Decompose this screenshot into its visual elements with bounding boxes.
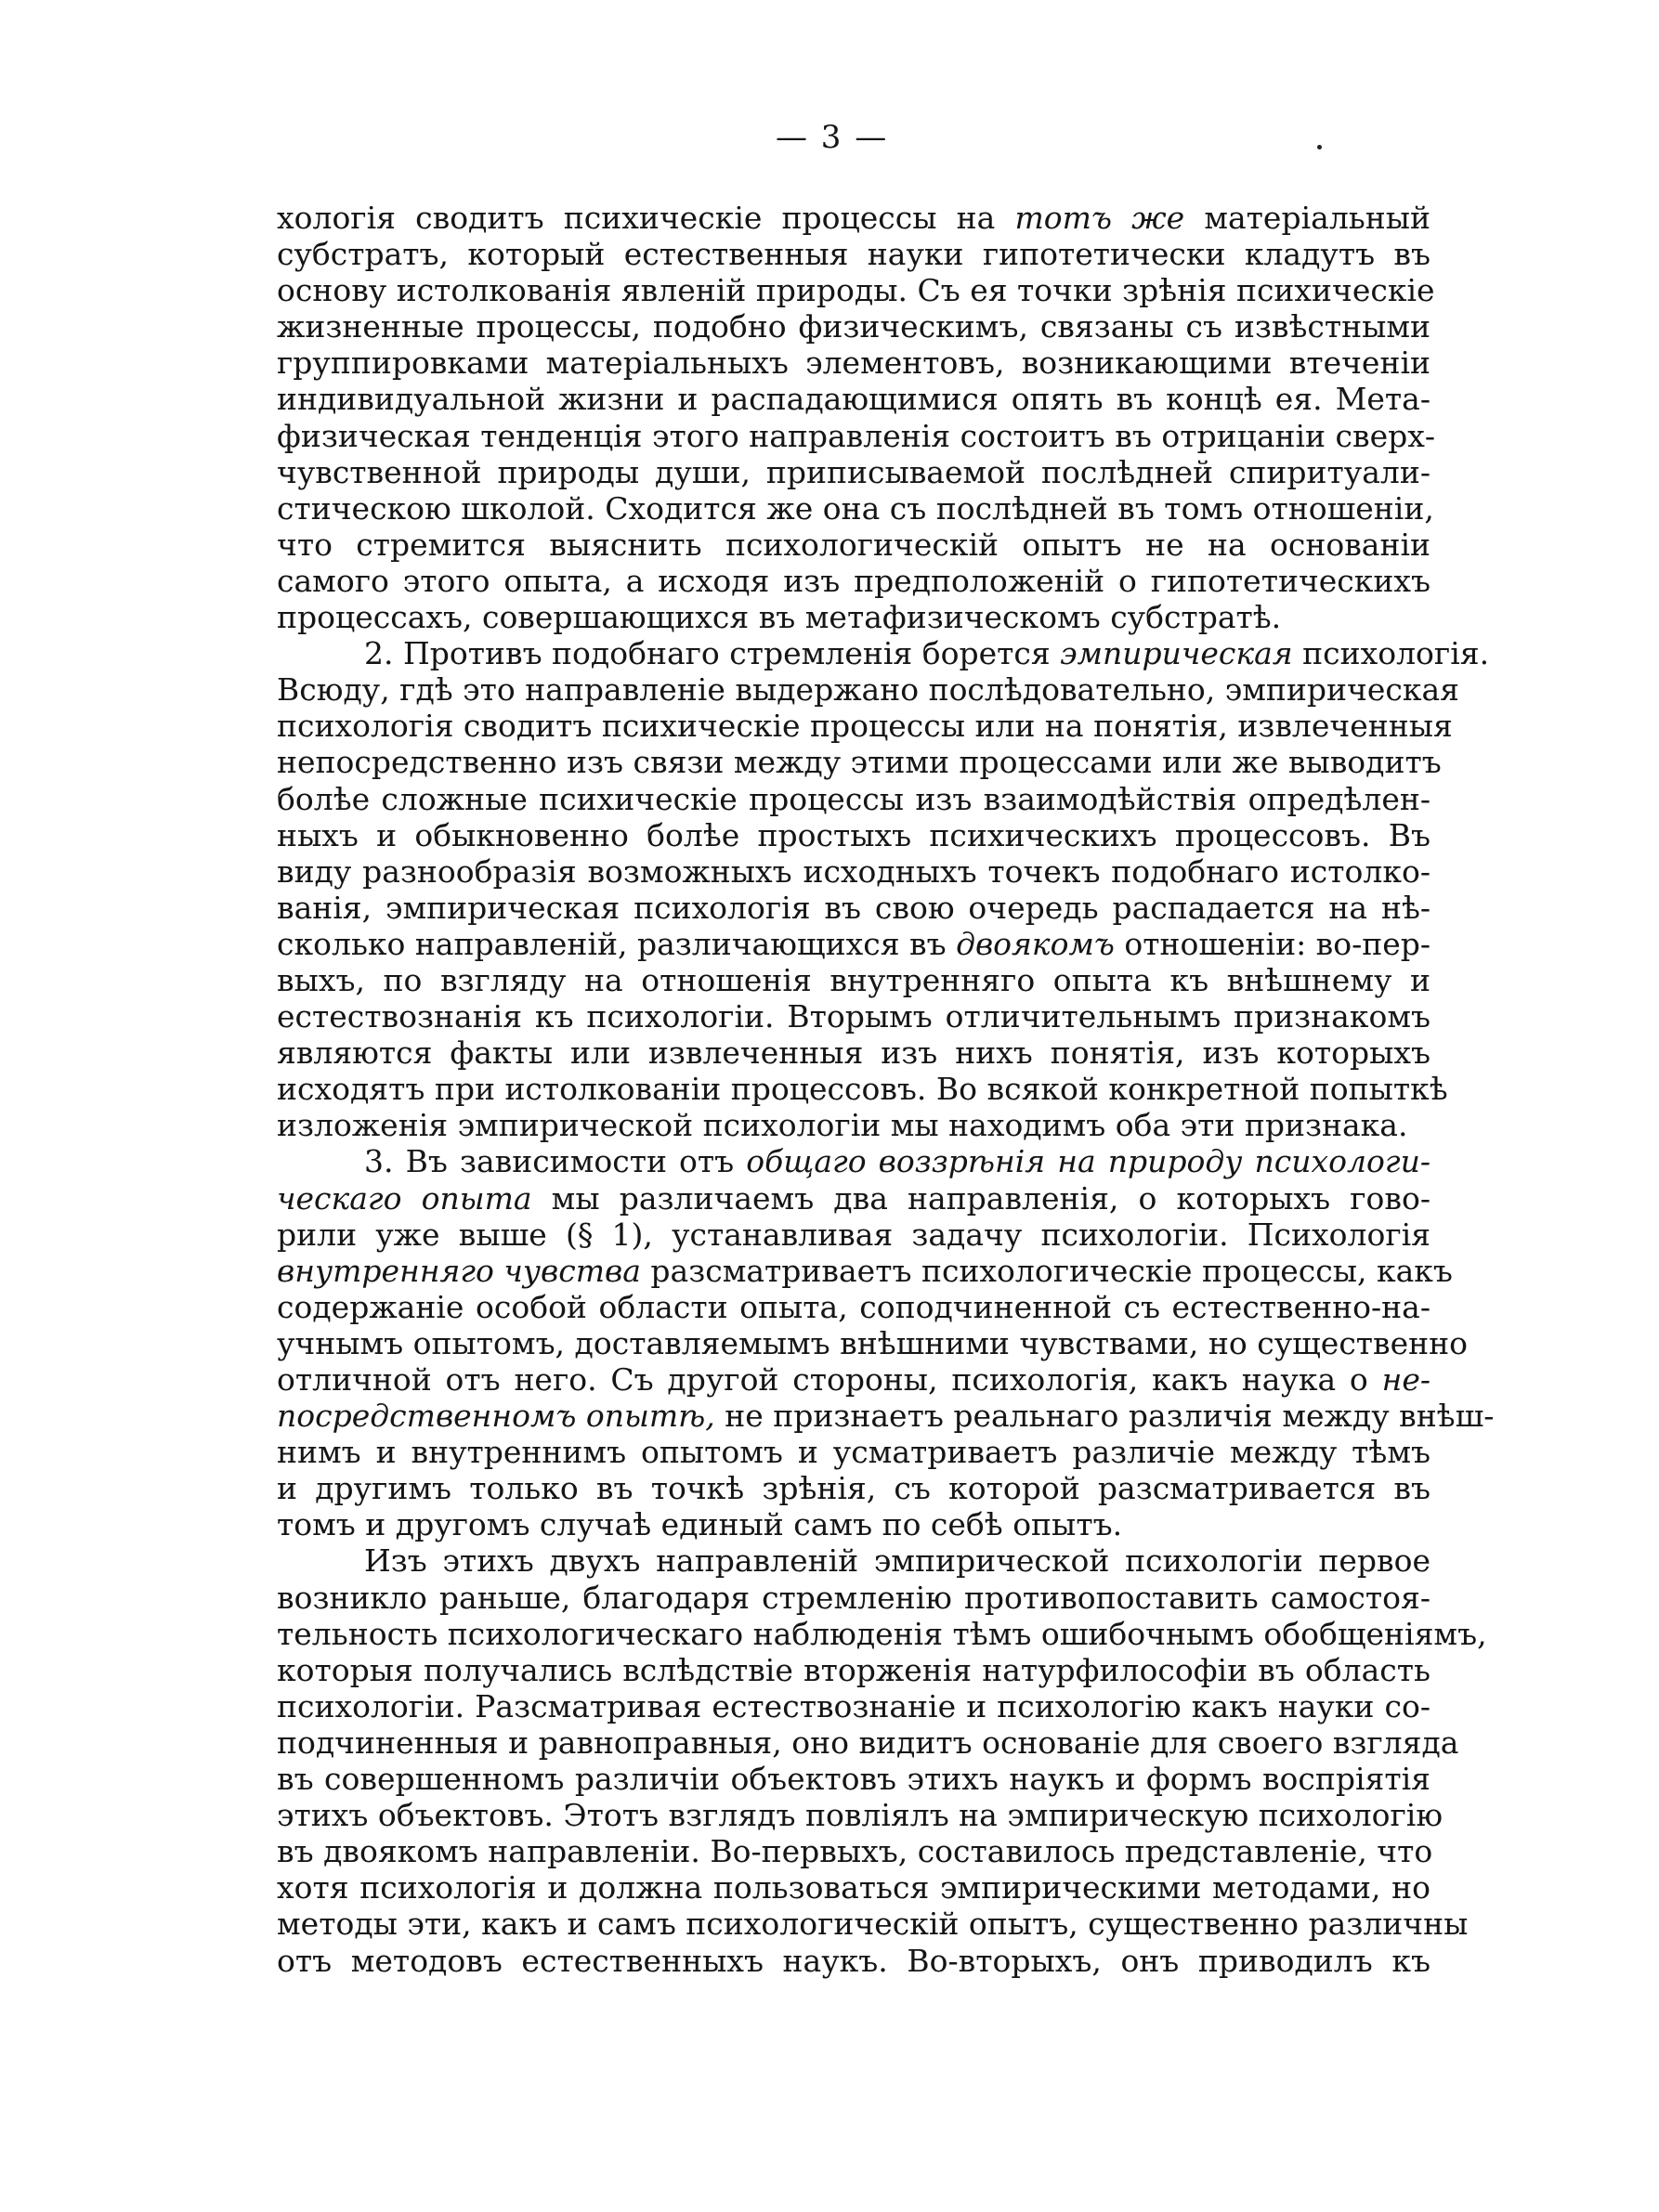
text-run: основу истолкованія явленій природы. Съ ея точки зрѣнія психическіе (277, 272, 1435, 309)
text-line (277, 1542, 1430, 1579)
page-number: — 3 — (776, 119, 889, 156)
text-run: выхъ, по взгляду на отношенія внутренняго опыта къ внѣшнему и (277, 961, 1430, 998)
text-run: непосредственно изъ связи между этими процессами или же выводитъ (277, 744, 1442, 781)
text-line (277, 853, 1430, 890)
text-run: содержаніе особой области опыта, соподчиненной съ естественно-на- (277, 1288, 1430, 1325)
text-line (277, 1034, 1430, 1071)
text-run: учнымъ опытомъ, доставляемымъ внѣшними чувствами, но существенно (277, 1324, 1469, 1361)
text-line (277, 781, 1430, 817)
text-run: исходятъ при истолкованіи процессовъ. Во всякой конкретной попыткѣ (277, 1071, 1448, 1108)
text-line (277, 1761, 1430, 1797)
text-line (277, 454, 1430, 490)
text-line (277, 345, 1430, 381)
italic-text: не- (1381, 1361, 1430, 1398)
text-line (277, 708, 1453, 745)
text-run: отъ методовъ естественныхъ наукъ. Во-вторыхъ, онъ приводилъ къ (277, 1942, 1430, 1979)
text-line (277, 1506, 1430, 1542)
text-line (277, 1470, 1430, 1506)
text-run: жизненные процессы, подобно физическимъ, связаны съ извѣстными (277, 308, 1430, 345)
text-line (277, 1398, 1495, 1435)
text-run: отличной отъ него. Съ другой стороны, психологія, какъ наука о (277, 1361, 1382, 1398)
italic-text: внутренняго чувства (277, 1252, 641, 1289)
text-run: въ совершенномъ различіи объектовъ этихъ наукъ и формъ воспріятія (277, 1761, 1430, 1798)
text-run: 3. Въ зависимости отъ (364, 1143, 747, 1180)
text-line (277, 1324, 1469, 1361)
text-line (277, 635, 1490, 672)
text-run: этихъ объектовъ. Этотъ взглядъ повліялъ на эмпирическую психологію (277, 1797, 1443, 1834)
text-line (277, 417, 1436, 454)
text-line (277, 272, 1435, 309)
text-line (277, 599, 1430, 635)
text-line (277, 1943, 1430, 1979)
text-line (277, 1615, 1487, 1652)
text-line (277, 1071, 1448, 1108)
text-run: группировками матеріальныхъ элементовъ, возникающими втеченіи (277, 345, 1430, 382)
text-run: не признаетъ реальнаго различія между внѣш- (714, 1398, 1495, 1435)
text-run: Всюду, гдѣ это направленіе выдержано послѣдовательно, эмпирическая (277, 671, 1459, 709)
text-run: томъ и другомъ случаѣ единый самъ по себѣ опытъ. (277, 1506, 1123, 1543)
text-line (277, 817, 1430, 853)
text-run: что стремится выяснить психологическій опытъ не на основаніи (277, 526, 1430, 563)
text-run: тельность психологическаго наблюденія тѣмъ ошибочнымъ обобщеніямъ, (277, 1615, 1487, 1652)
text-line (277, 527, 1430, 563)
text-run: физическая тенденція этого направленія состоитъ въ отрицаніи сверх- (277, 417, 1436, 454)
text-run: изложенія эмпирической психологіи мы находимъ оба эти признака. (277, 1107, 1408, 1144)
text-line (277, 1833, 1433, 1870)
text-line (277, 926, 1430, 962)
text-run: хотя психологія и должна пользоваться эмпирическими методами, но (277, 1869, 1430, 1906)
text-run: самого этого опыта, а исходя изъ предположеній о гипотетическихъ (277, 562, 1430, 599)
text-line (277, 1217, 1430, 1253)
text-line (277, 1688, 1430, 1724)
text-run: виду разнообразія возможныхъ исходныхъ точекъ подобнаго истолко- (277, 852, 1430, 890)
text-run: которыя получались вслѣдствіе вторженія натурфилософіи въ область (277, 1651, 1430, 1688)
text-run: нимъ и внутреннимъ опытомъ и усматриваетъ различіе между тѣмъ (277, 1434, 1430, 1471)
text-line (277, 998, 1430, 1034)
text-run: субстратъ, который естественныя науки гипотетически кладутъ въ (277, 236, 1430, 273)
text-run: возникло раньше, благодаря стремленію противопоставить самостоя- (277, 1579, 1430, 1616)
text-line (277, 1289, 1430, 1325)
text-run: болѣе сложные психическіе процессы изъ взаимодѣйствія опредѣлен- (277, 780, 1430, 817)
text-run: являются факты или извлеченныя изъ нихъ понятія, изъ которыхъ (277, 1034, 1430, 1072)
text-run: мы различаемъ два направленія, о которыхъ гово- (531, 1179, 1431, 1217)
text-line (277, 1434, 1430, 1470)
text-run: матеріальный (1184, 200, 1430, 236)
page-header (0, 119, 1659, 156)
text-line (277, 563, 1430, 599)
text-run: въ двоякомъ направленіи. Во-первыхъ, составилось представленіе, что (277, 1833, 1433, 1870)
text-run: психологія. (1292, 635, 1490, 672)
italic-text: тотъ же (1014, 200, 1185, 236)
text-run: психологіи. Разсматривая естествознаніе и психологію какъ науки со- (277, 1687, 1430, 1724)
text-run: естествознанія къ психологіи. Вторымъ отличительнымъ признакомъ (277, 998, 1430, 1035)
text-line (277, 1180, 1430, 1217)
text-line (277, 1724, 1459, 1761)
italic-text: двоякомъ (956, 925, 1115, 962)
text-line (277, 1869, 1430, 1906)
text-run: разсматриваетъ психологическіе процессы, какъ (640, 1252, 1453, 1289)
text-run: подчиненныя и равноправныя, оно видитъ основаніе для своего взгляда (277, 1724, 1459, 1761)
text-line (277, 200, 1430, 236)
text-run: процессахъ, совершающихся въ метафизическомъ субстратѣ. (277, 599, 1282, 636)
body-text (277, 200, 1495, 1979)
text-run: хологія сводитъ психическіе процессы на (277, 200, 1015, 236)
text-line (277, 1107, 1430, 1143)
text-run: ныхъ и обыкновенно болѣе простыхъ психическихъ процессовъ. Въ (277, 816, 1430, 853)
print-speck (1317, 145, 1322, 150)
text-run: чувственной природы души, приписываемой послѣдней спиритуали- (277, 453, 1430, 490)
text-run: ванія, эмпирическая психологія въ свою очередь распадается на нѣ- (277, 889, 1430, 926)
text-line (277, 1797, 1443, 1834)
text-run: психологія сводитъ психическіе процессы или на понятія, извлеченныя (277, 708, 1453, 745)
text-line (277, 489, 1434, 527)
text-run: 2. Противъ подобнаго стремленія борется (364, 635, 1061, 672)
text-run: индивидуальной жизни и распадающимися опять въ концѣ ея. Мета- (277, 381, 1430, 418)
text-run: отношеніи: во-пер- (1114, 925, 1431, 962)
text-line (277, 671, 1459, 709)
text-run: методы эти, какъ и самъ психологическій опытъ, существенно различны (277, 1906, 1469, 1943)
text-line (277, 962, 1430, 998)
italic-text: эмпирическая (1060, 635, 1293, 672)
italic-text: посредственномъ опытѣ, (277, 1398, 715, 1435)
text-line (277, 308, 1430, 345)
text-line (277, 890, 1430, 926)
text-line (277, 744, 1442, 781)
italic-text: ческаго опыта (277, 1179, 532, 1217)
text-run: сколько направленій, различающихся въ (277, 925, 957, 962)
text-run: стическою школой. Сходится же она съ послѣдней въ томъ отношеніи, (277, 489, 1434, 527)
text-line (277, 1361, 1430, 1398)
text-run: рили уже выше (§ 1), устанавливая задачу психологіи. Психологія (277, 1216, 1430, 1253)
text-line (277, 1906, 1469, 1943)
text-line (277, 381, 1430, 417)
text-run: и другимъ только въ точкѣ зрѣнія, съ которой разсматривается въ (277, 1470, 1430, 1507)
italic-text: общаго воззрѣнія на природу психологи- (746, 1143, 1430, 1180)
text-line (277, 1252, 1453, 1289)
text-line (277, 1143, 1430, 1179)
text-line (277, 1580, 1430, 1616)
text-line (277, 236, 1430, 272)
text-run: Изъ этихъ двухъ направленій эмпирической психологіи первое (364, 1542, 1430, 1580)
text-line (277, 1652, 1430, 1688)
